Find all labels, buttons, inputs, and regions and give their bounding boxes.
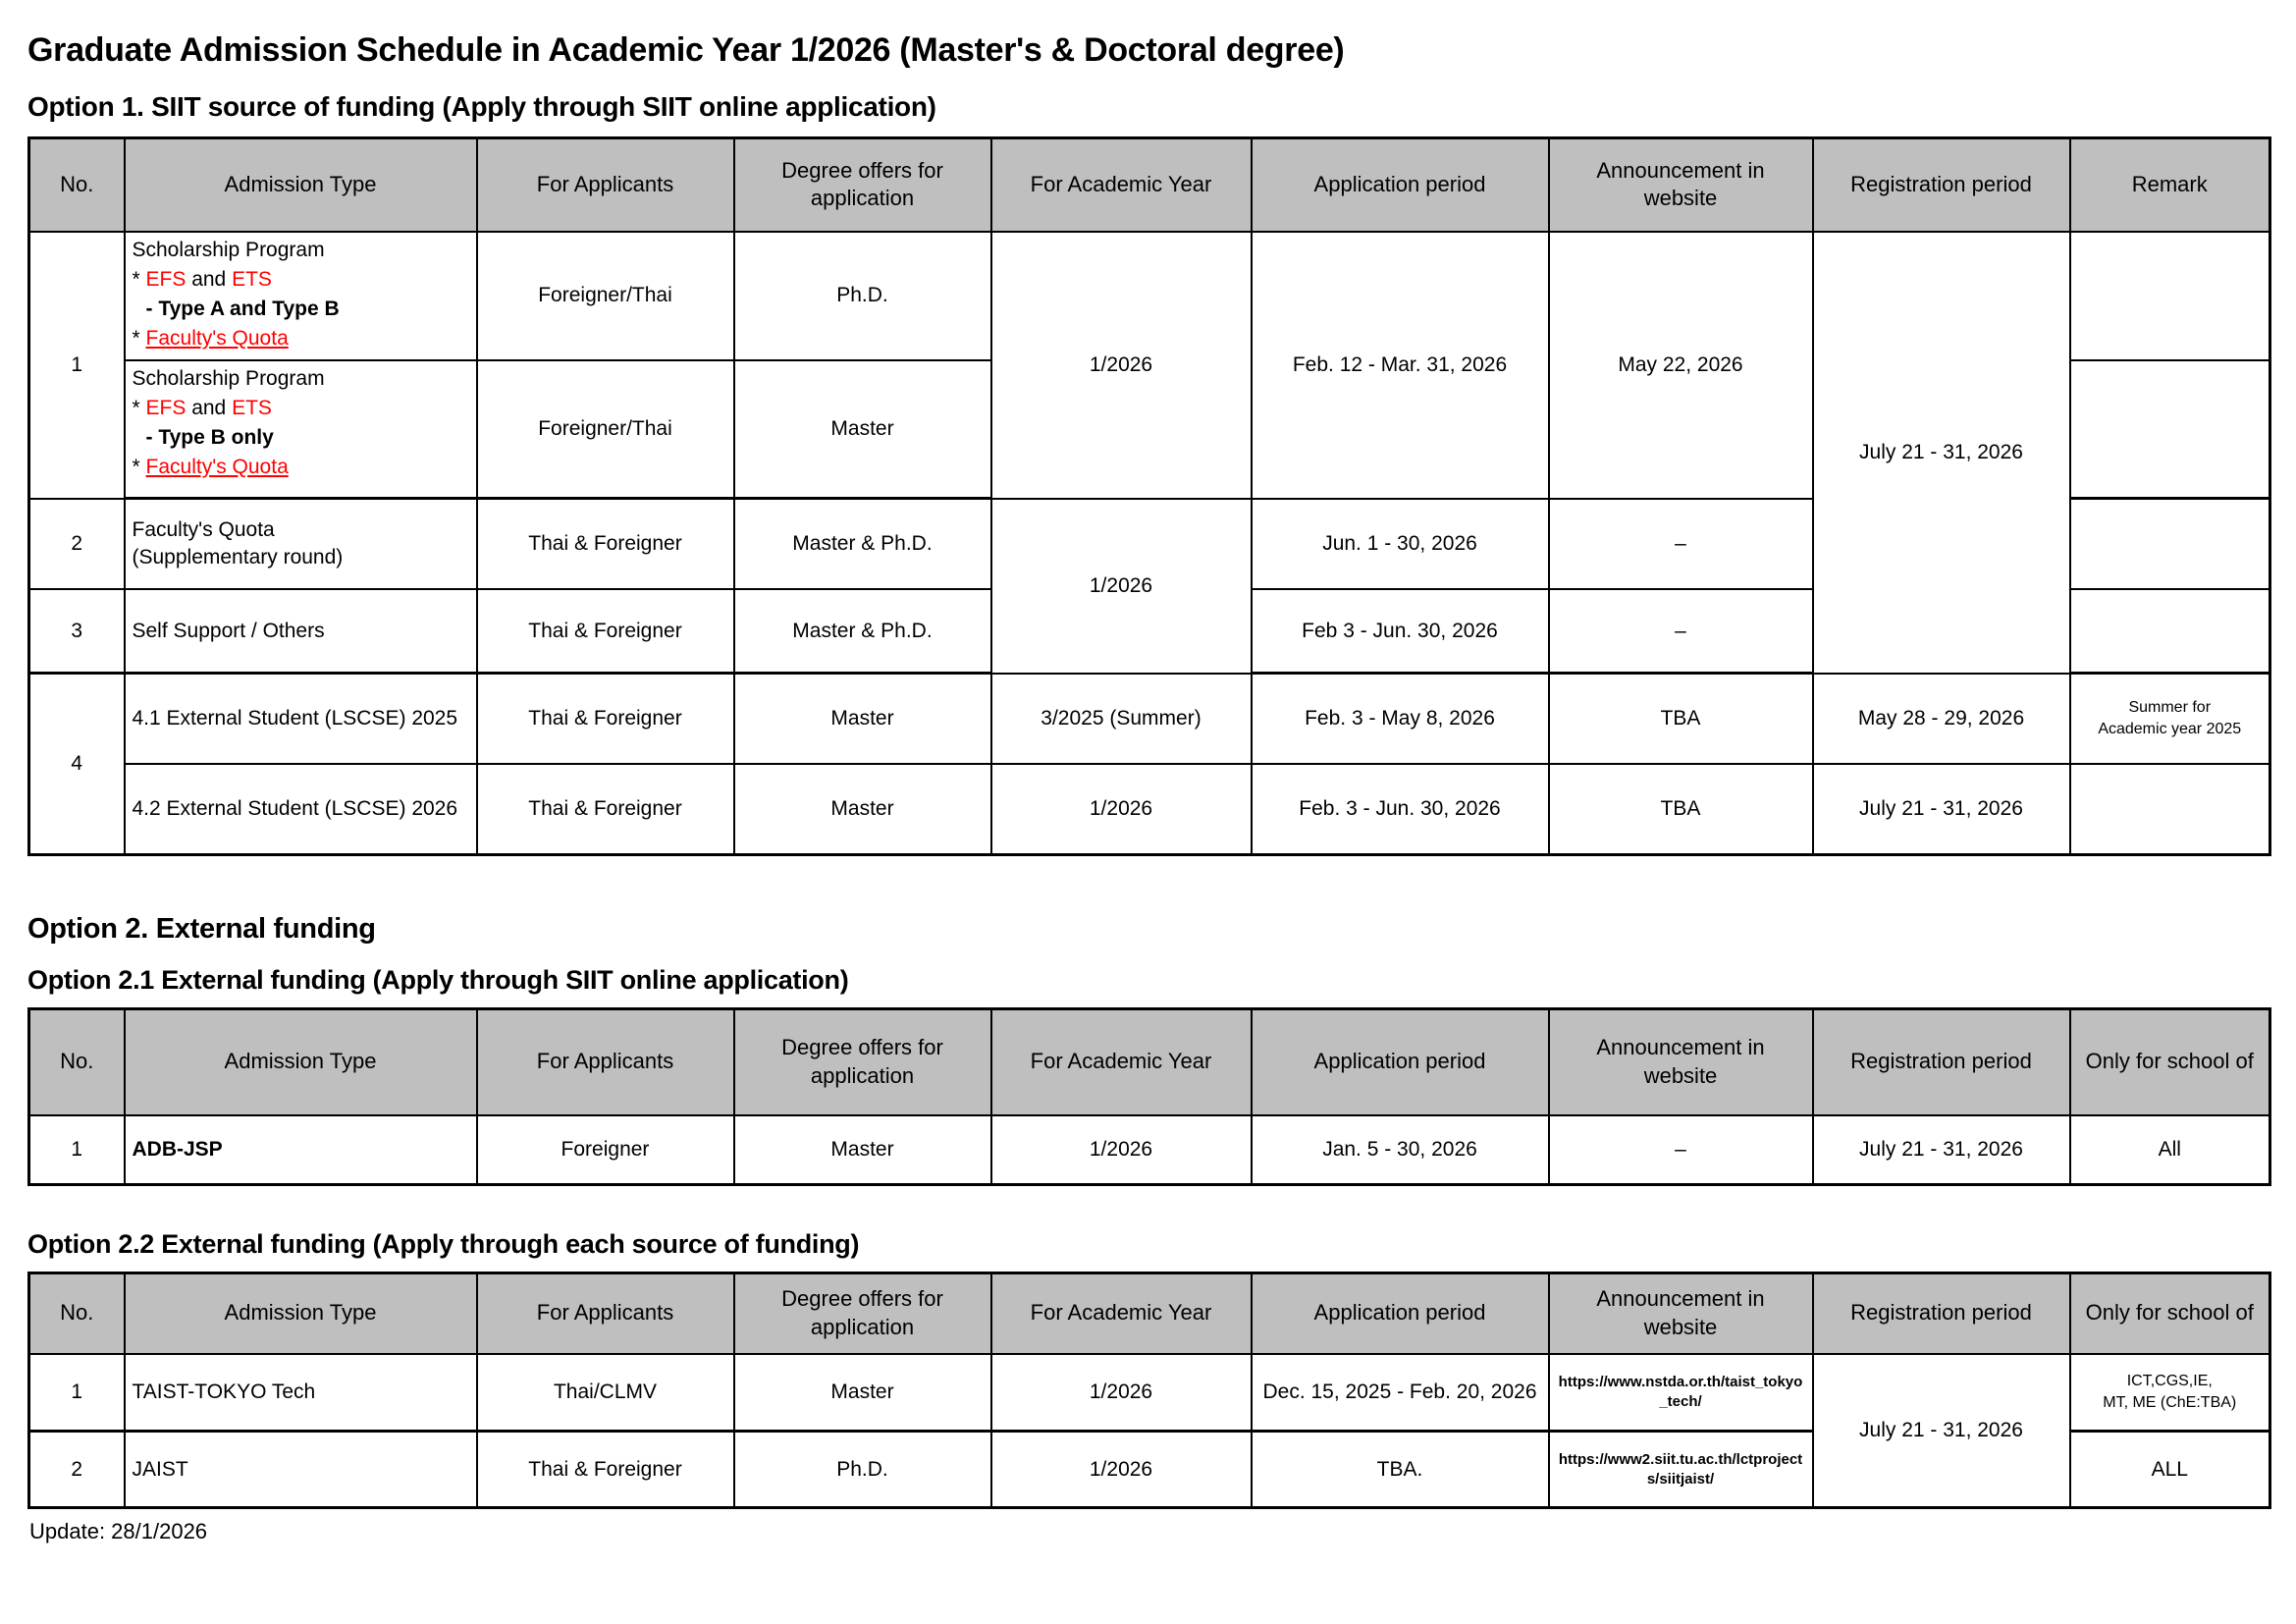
faculty-quota-label: Faculty's Quota: [145, 326, 289, 350]
no-cell: 1: [29, 1115, 125, 1185]
col-header-announcement: Announcement in website: [1549, 1009, 1813, 1115]
table-row: [29, 232, 2270, 360]
col-header-registration-period: Registration period: [1813, 138, 2070, 232]
degree-cell: Ph.D.: [734, 232, 991, 360]
faculty-quota-line: [133, 324, 468, 353]
star-mark: *: [132, 455, 146, 478]
no-cell: 2: [29, 1432, 125, 1508]
efs-ets-line: [133, 265, 468, 295]
col-header-degree-offers: Degree offers for application: [734, 138, 991, 232]
for-applicants-cell: Thai & Foreigner: [477, 499, 734, 589]
and-label: and: [186, 267, 233, 291]
degree-cell: Master & Ph.D.: [734, 589, 991, 674]
option1-header-row: [29, 138, 2270, 232]
efs-ets-line: [133, 394, 468, 423]
application-period-cell: Dec. 15, 2025 - Feb. 20, 2026: [1252, 1354, 1549, 1432]
table-row: [29, 1354, 2270, 1432]
for-applicants-cell: Foreigner: [477, 1115, 734, 1185]
degree-cell: Master: [734, 1354, 991, 1432]
for-applicants-cell: Foreigner/Thai: [477, 360, 734, 499]
admission-type-cell: [125, 232, 477, 360]
remark-line: Academic year 2025: [2098, 720, 2242, 737]
degree-cell: Master: [734, 360, 991, 499]
announcement-cell: –: [1549, 589, 1813, 674]
academic-year-cell: 1/2026: [991, 232, 1252, 499]
remark-cell: [2070, 232, 2270, 360]
ets-label: ETS: [232, 396, 272, 419]
col-header-degree-offers: Degree offers for application: [734, 1009, 991, 1115]
admission-type-cell: 4.1 External Student (LSCSE) 2025: [125, 674, 477, 764]
remark-cell: [2070, 764, 2270, 855]
for-applicants-cell: Thai & Foreigner: [477, 674, 734, 764]
and-label: and: [186, 396, 233, 419]
option2-2-table: [27, 1272, 2271, 1509]
no-cell: 1: [29, 232, 125, 499]
registration-period-cell: May 28 - 29, 2026: [1813, 674, 2070, 764]
col-header-announcement: Announcement in website: [1549, 1273, 1813, 1354]
for-applicants-cell: Thai & Foreigner: [477, 1432, 734, 1508]
announcement-cell: –: [1549, 1115, 1813, 1185]
col-header-academic-year: For Academic Year: [991, 138, 1252, 232]
option1-table: [27, 136, 2271, 856]
star-mark: *: [132, 326, 146, 350]
col-header-no: No.: [29, 138, 125, 232]
for-applicants-cell: Thai/CLMV: [477, 1354, 734, 1432]
table-row: [29, 674, 2270, 764]
col-header-application-period: Application period: [1252, 1273, 1549, 1354]
col-header-no: No.: [29, 1273, 125, 1354]
academic-year-cell: 1/2026: [991, 764, 1252, 855]
no-cell: 3: [29, 589, 125, 674]
col-header-academic-year: For Academic Year: [991, 1009, 1252, 1115]
col-header-no: No.: [29, 1009, 125, 1115]
col-header-application-period: Application period: [1252, 1009, 1549, 1115]
option2-1-table: [27, 1007, 2271, 1186]
academic-year-cell: 3/2025 (Summer): [991, 674, 1252, 764]
admission-type-cell: [125, 360, 477, 499]
remark-cell: [2070, 589, 2270, 674]
announcement-url: https://www2.siit.tu.ac.th/lctprojects/siitjaist/: [1549, 1432, 1813, 1508]
col-header-degree-offers: Degree offers for application: [734, 1273, 991, 1354]
school-line: MT, ME (ChE:TBA): [2103, 1393, 2237, 1411]
academic-year-cell: 1/2026: [991, 1432, 1252, 1508]
col-header-application-period: Application period: [1252, 138, 1549, 232]
for-applicants-cell: Foreigner/Thai: [477, 232, 734, 360]
page-title: Graduate Admission Schedule in Academic Year 1/2026 (Master's & Doctoral degree): [27, 31, 1345, 69]
option2-1-header-row: [29, 1009, 2270, 1115]
academic-year-cell: 1/2026: [991, 499, 1252, 674]
scholarship-program-line: Scholarship Program: [132, 238, 325, 261]
col-header-for-applicants: For Applicants: [477, 1273, 734, 1354]
table-row: [29, 1115, 2270, 1185]
no-cell: 2: [29, 499, 125, 589]
type-line: - Type A and Type B: [145, 297, 340, 320]
col-header-only-for-school: Only for school of: [2070, 1273, 2270, 1354]
option2-heading: Option 2. External funding: [27, 913, 376, 945]
col-header-admission-type: Admission Type: [125, 1009, 477, 1115]
school-line: ICT,CGS,IE,: [2126, 1373, 2213, 1390]
col-header-only-for-school: Only for school of: [2070, 1009, 2270, 1115]
remark-line: Summer for: [2128, 699, 2212, 717]
degree-cell: Master: [734, 674, 991, 764]
announcement-cell: TBA: [1549, 674, 1813, 764]
announcement-cell: TBA: [1549, 764, 1813, 855]
admission-type-cell: 4.2 External Student (LSCSE) 2026: [125, 764, 477, 855]
col-header-registration-period: Registration period: [1813, 1273, 2070, 1354]
application-period-cell: Feb. 12 - Mar. 31, 2026: [1252, 232, 1549, 499]
option1-heading: Option 1. SIIT source of funding (Apply through SIIT online application): [27, 91, 936, 122]
remark-cell: [2070, 360, 2270, 499]
star-mark: *: [132, 396, 146, 419]
col-header-remark: Remark: [2070, 138, 2270, 232]
faculty-quota-label: Faculty's Quota: [145, 455, 289, 478]
registration-period-cell: July 21 - 31, 2026: [1813, 764, 2070, 855]
registration-period-cell: July 21 - 31, 2026: [1813, 232, 2070, 674]
only-for-school-cell: All: [2070, 1115, 2270, 1185]
application-period-cell: Jun. 1 - 30, 2026: [1252, 499, 1549, 589]
faculty-quota-line: [133, 453, 468, 482]
degree-cell: Ph.D.: [734, 1432, 991, 1508]
admission-type-cell: TAIST-TOKYO Tech: [125, 1354, 477, 1432]
no-cell: 1: [29, 1354, 125, 1432]
ets-label: ETS: [232, 267, 272, 291]
application-period-cell: Feb. 3 - May 8, 2026: [1252, 674, 1549, 764]
remark-cell: [2070, 499, 2270, 589]
admission-type-cell: Self Support / Others: [125, 589, 477, 674]
type-line: - Type B only: [145, 425, 274, 449]
table-row: [29, 764, 2270, 855]
efs-label: EFS: [145, 267, 187, 291]
option2-1-heading: Option 2.1 External funding (Apply through SIIT online application): [27, 965, 849, 995]
announcement-cell: May 22, 2026: [1549, 232, 1813, 499]
efs-label: EFS: [145, 396, 187, 419]
only-for-school-cell: [2070, 1354, 2270, 1432]
option2-2-heading: Option 2.2 External funding (Apply through each source of funding): [27, 1229, 860, 1259]
col-header-admission-type: Admission Type: [125, 1273, 477, 1354]
application-period-cell: TBA.: [1252, 1432, 1549, 1508]
only-for-school-cell: ALL: [2070, 1432, 2270, 1508]
announcement-url: https://www.nstda.or.th/taist_tokyo_tech/: [1549, 1354, 1813, 1432]
for-applicants-cell: Thai & Foreigner: [477, 764, 734, 855]
col-header-announcement: Announcement in website: [1549, 138, 1813, 232]
announcement-cell: –: [1549, 499, 1813, 589]
registration-period-cell: July 21 - 31, 2026: [1813, 1354, 2070, 1508]
academic-year-cell: 1/2026: [991, 1354, 1252, 1432]
col-header-for-applicants: For Applicants: [477, 138, 734, 232]
degree-cell: Master: [734, 764, 991, 855]
col-header-academic-year: For Academic Year: [991, 1273, 1252, 1354]
col-header-for-applicants: For Applicants: [477, 1009, 734, 1115]
no-cell: 4: [29, 674, 125, 855]
option2-2-header-row: [29, 1273, 2270, 1354]
degree-cell: Master & Ph.D.: [734, 499, 991, 589]
admission-type-cell: ADB-JSP: [125, 1115, 477, 1185]
application-period-cell: Jan. 5 - 30, 2026: [1252, 1115, 1549, 1185]
admission-line: (Supplementary round): [132, 545, 344, 568]
col-header-registration-period: Registration period: [1813, 1009, 2070, 1115]
registration-period-cell: July 21 - 31, 2026: [1813, 1115, 2070, 1185]
for-applicants-cell: Thai & Foreigner: [477, 589, 734, 674]
admission-type-cell: JAIST: [125, 1432, 477, 1508]
star-mark: *: [132, 267, 146, 291]
admission-line: Faculty's Quota: [132, 518, 275, 542]
academic-year-cell: 1/2026: [991, 1115, 1252, 1185]
degree-cell: Master: [734, 1115, 991, 1185]
admission-type-cell: [125, 499, 477, 589]
application-period-cell: Feb. 3 - Jun. 30, 2026: [1252, 764, 1549, 855]
scholarship-program-line: Scholarship Program: [132, 366, 325, 390]
col-header-admission-type: Admission Type: [125, 138, 477, 232]
remark-cell: [2070, 674, 2270, 764]
application-period-cell: Feb 3 - Jun. 30, 2026: [1252, 589, 1549, 674]
update-date-label: Update: 28/1/2026: [29, 1519, 208, 1543]
